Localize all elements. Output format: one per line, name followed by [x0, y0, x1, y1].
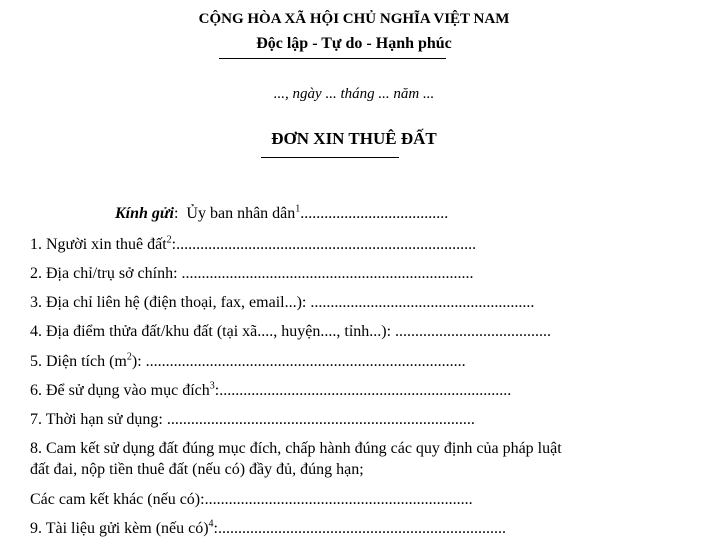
recipient-label: Kính gửi: [115, 205, 174, 222]
item-address: 2. Địa chỉ/trụ sở chính: .........................................................................: [30, 265, 474, 282]
item-location: 4. Địa điểm thửa đất/khu đất (tại xã...., huyện...., tỉnh...): .......................................: [30, 323, 552, 340]
title-underline: [261, 157, 399, 158]
recipient-text: Ủy ban nhân dân: [186, 205, 296, 222]
item-attachments: 9. Tài liệu gửi kèm (nếu có)$^4$:........................................................................: [30, 518, 506, 537]
nation-heading: CỘNG HÒA XÃ HỘI CHỦ NGHĨA VIỆT NAM: [198, 11, 510, 27]
motto-underline: [219, 58, 446, 59]
item-applicant: 1. Người xin thuê đất$^2$:...........................................................................: [30, 234, 477, 253]
recipient-colon: :: [173, 205, 179, 222]
other-commitments: Các cam kết khác (nếu có):...................................................................: [30, 491, 473, 508]
commitment-line-2: đất đai, nộp tiền thuê đất (nếu có) đầy đủ, đúng hạn;: [30, 461, 364, 478]
date-line: ..., ngày ... tháng ... năm ...: [273, 86, 435, 102]
item-area: 5. Diện tích $(m^2)$: ................................................................................: [30, 351, 466, 370]
item-duration: 7. Thời hạn sử dụng: .............................................................................: [30, 411, 475, 428]
motto: Độc lập - Tự do - Hạnh phúc: [256, 35, 452, 52]
commitment-line-1: 8. Cam kết sử dụng đất đúng mục đích, chấp hành đúng các quy định của pháp luật: [30, 440, 562, 457]
recipient-dots: .....................................: [300, 205, 449, 222]
document-title: ĐƠN XIN THUÊ ĐẤT: [271, 129, 437, 148]
footnote-1: 1: [295, 203, 301, 215]
item-contact: 3. Địa chỉ liên hệ (điện thoại, fax, email...): ........................................................: [30, 294, 535, 311]
item-purpose: 6. Để sử dụng vào mục đích$^3$:.........................................................................: [30, 380, 512, 399]
recipient-line: [115, 205, 448, 223]
